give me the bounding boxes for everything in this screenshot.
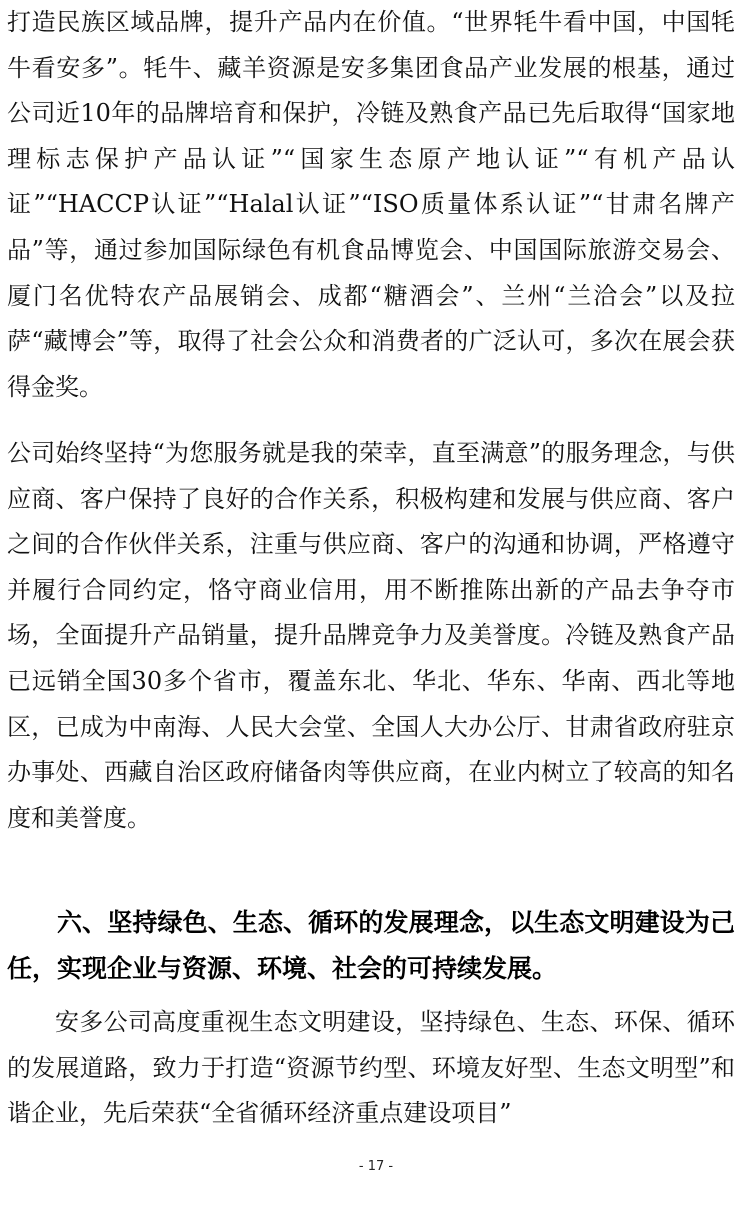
body-paragraph-brand: 打造民族区域品牌，提升产品内在价值。“世界牦牛看中国，中国牦牛看安多”。牦牛、藏羊资源是安多集团食品产业发展的根基，通过公司近10年的品牌培育和保护，冷链及熟食产品已先后取得“国家地理标志保护产品认证”“国家生态原产地认证”“有机产品认证”“HACCP认证”“Halal认证”“ISO质量体系认证”“甘肃名牌产品”等，通过参加国际绿色有机食品博览会、中国国际旅游交易会、厦门名优特农产品展销会、成都“糖酒会”、兰州“兰洽会”以及拉萨“藏博会”等，取得了社会公众和消费者的广泛认可，多次在展会获得金奖。 <box>7 8 735 401</box>
page-number: - 17 - <box>358 1159 394 1174</box>
body-paragraph-ecology: 安多公司高度重视生态文明建设，坚持绿色、生态、环保、循环的发展道路，致力于打造“资源节约型、环境友好型、生态文明型”和谐企业，先后荣获“全省循环经济重点建设项目” <box>7 1008 735 1128</box>
section-heading: 六、坚持绿色、生态、循环的发展理念，以生态文明建设为己任，实现企业与资源、环境、社会的可持续发展。 <box>7 908 735 983</box>
body-paragraph-service: 公司始终坚持“为您服务就是我的荣幸，直至满意”的服务理念，与供应商、客户保持了良好的合作关系，积极构建和发展与供应商、客户之间的合作伙伴关系，注重与供应商、客户的沟通和协调，严格遵守并履行合同约定，恪守商业信用，用不断推陈出新的产品去争夺市场，全面提升产品销量，提升品牌竞争力及美誉度。冷链及熟食产品已远销全国30多个省市，覆盖东北、华北、华东、华南、西北等地区，已成为中南海、人民大会堂、全国人大办公厅、甘肃省政府驻京办事处、西藏自治区政府储备肉等供应商，在业内树立了较高的知名度和美誉度。 <box>7 439 735 832</box>
